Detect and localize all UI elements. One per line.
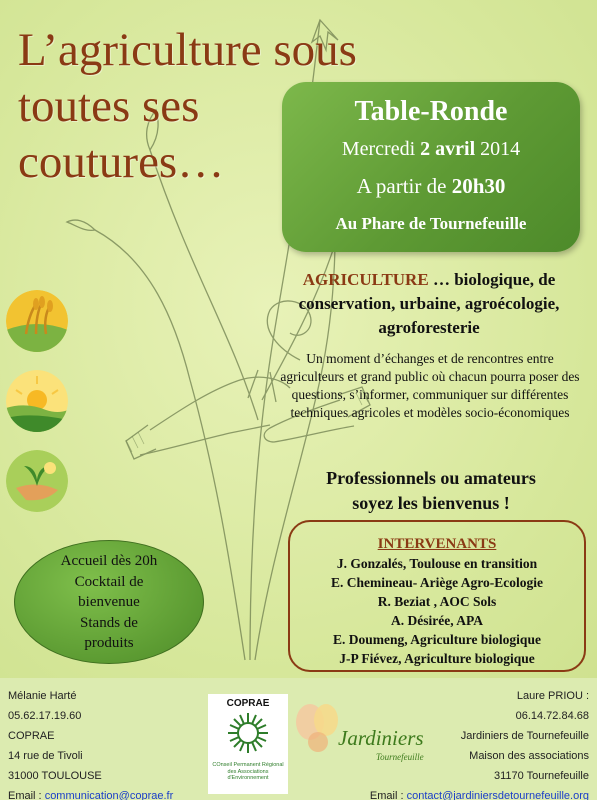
accueil-line: bienvenue bbox=[78, 594, 140, 610]
contact-footer bbox=[0, 678, 597, 800]
title-line-3: coutures… bbox=[18, 136, 225, 188]
contact-name: Mélanie Harté bbox=[8, 690, 77, 702]
jardiniers-logo-name: Jardiniers bbox=[338, 726, 424, 750]
contact-email-row bbox=[370, 786, 589, 800]
date-day: 2 avril bbox=[420, 138, 476, 160]
coprae-logo-subtitle: COnseil Permanent Régional des Associations d'Environnement bbox=[212, 762, 284, 781]
speaker-item: E. Chemineau- Ariège Agro-Ecologie bbox=[331, 575, 543, 590]
hands-plant-icon bbox=[6, 450, 68, 512]
coprae-logo-name: COPRAE bbox=[226, 698, 270, 709]
welcome-message bbox=[272, 466, 590, 516]
coprae-email-link[interactable]: communication@coprae.fr bbox=[44, 790, 174, 800]
speaker-item: E. Doumeng, Agriculture biologique bbox=[333, 632, 541, 647]
welcome-line-1: Professionnels ou amateurs bbox=[326, 468, 536, 488]
time-prefix: A partir de bbox=[356, 174, 452, 198]
event-time bbox=[282, 174, 580, 199]
event-date bbox=[282, 138, 580, 161]
contact-phone: 06.14.72.84.68 bbox=[515, 710, 589, 722]
title-line-1: L’agriculture sous bbox=[18, 24, 357, 76]
date-prefix: Mercredi bbox=[341, 138, 421, 160]
coprae-logo bbox=[208, 694, 288, 794]
poster-title bbox=[18, 22, 357, 190]
speaker-item: A. Désirée, APA bbox=[391, 613, 483, 628]
speakers-header: INTERVENANTS bbox=[377, 536, 497, 552]
contact-jardiniers bbox=[370, 686, 589, 800]
themes-highlight: AGRICULTURE bbox=[302, 270, 429, 289]
contact-coprae bbox=[8, 686, 173, 800]
coprae-sunburst-icon bbox=[220, 709, 276, 757]
date-year: 2014 bbox=[475, 138, 521, 160]
contact-phone: 05.62.17.19.60 bbox=[8, 710, 82, 722]
time-value: 20h30 bbox=[451, 174, 506, 198]
speaker-item: J-P Fiévez, Agriculture biologique bbox=[339, 651, 535, 666]
themes-text bbox=[270, 268, 588, 340]
welcome-line-2: soyez les bienvenus ! bbox=[352, 493, 510, 513]
event-place: Au Phare de Tournefeuille bbox=[335, 214, 527, 233]
contact-place: Maison des associations bbox=[469, 750, 589, 762]
contact-email-row bbox=[8, 786, 173, 800]
contact-org: Jardiniers de Tournefeuille bbox=[460, 730, 589, 742]
accueil-line: Accueil dès 20h bbox=[60, 553, 158, 569]
butterfly-icon bbox=[294, 700, 344, 756]
event-info-box bbox=[282, 82, 580, 252]
email-label: Email : bbox=[369, 790, 407, 800]
title-line-2: toutes ses bbox=[18, 80, 200, 132]
email-label: Email : bbox=[8, 790, 45, 800]
jardiniers-email-link[interactable]: contact@jardiniersdetournefeuille.org bbox=[406, 790, 589, 800]
contact-city: 31170 Tournefeuille bbox=[493, 770, 589, 782]
speaker-item: R. Beziat , AOC Sols bbox=[377, 594, 497, 609]
themes-rest: … biologique, de conservation, urbaine, agroécologie, agroforesterie bbox=[298, 270, 560, 337]
event-description: Un moment d’échanges et de rencontres entre agriculteurs et grand public où chacun pourra poser des questions, s’informer, communiquer sur différentes techniques agricoles et modèles socio-économiques bbox=[280, 351, 580, 420]
speaker-item: J. Gonzalés, Toulouse en transition bbox=[336, 556, 538, 571]
jardiniers-logo-sub: Tournefeuille bbox=[376, 752, 424, 762]
wheat-field-icon bbox=[6, 290, 68, 352]
contact-name: Laure PRIOU : bbox=[516, 690, 589, 702]
contact-org: COPRAE bbox=[8, 730, 55, 742]
contact-city: 31000 TOULOUSE bbox=[8, 770, 102, 782]
contact-street: 14 rue de Tivoli bbox=[8, 750, 83, 762]
accueil-line: Stands de bbox=[80, 614, 138, 631]
accueil-line: Cocktail de bbox=[74, 573, 144, 590]
welcome-reception-oval bbox=[14, 540, 204, 664]
sunrise-landscape-icon bbox=[6, 370, 68, 432]
event-type: Table-Ronde bbox=[354, 96, 508, 127]
speakers-box bbox=[288, 520, 586, 672]
accueil-line: produits bbox=[84, 635, 134, 651]
